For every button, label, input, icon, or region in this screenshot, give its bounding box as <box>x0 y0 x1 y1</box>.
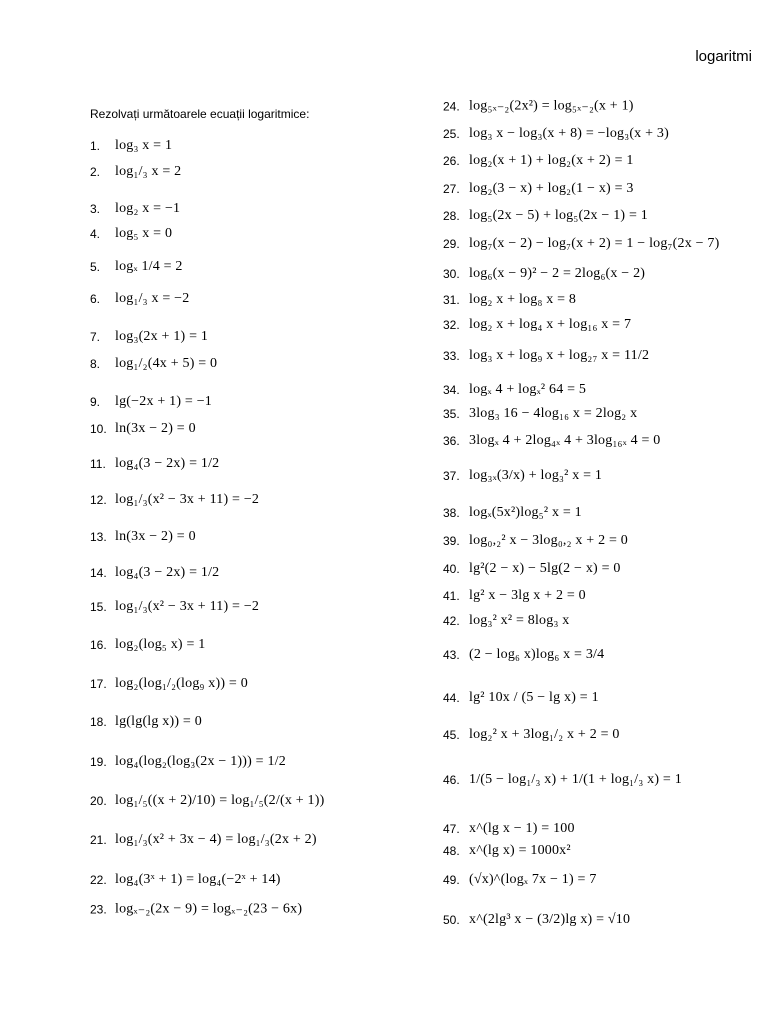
exercise-item <box>443 236 719 252</box>
exercise-number: 13. <box>90 530 107 544</box>
exercise-number: 12. <box>90 493 107 507</box>
exercise-number: 40. <box>443 562 460 576</box>
exercise-equation: log₆(x − 9)² − 2 = 2log₆(x − 2) <box>469 266 646 281</box>
exercise-number: 15. <box>90 600 107 614</box>
exercise-equation: log₄(3 − 2x) = 1/2 <box>115 456 220 471</box>
exercise-equation: ln(3x − 2) = 0 <box>115 421 196 436</box>
exercise-number: 3. <box>90 202 101 216</box>
exercise-number: 16. <box>90 638 107 652</box>
exercise-number: 33. <box>443 349 460 363</box>
exercise-number: 14. <box>90 566 107 580</box>
exercise-equation: logₓ(5x²)log₅² x = 1 <box>469 505 582 520</box>
instruction-text: Rezolvați următoarele ecuații logaritmice: <box>90 107 310 121</box>
exercise-equation: log₇(x − 2) − log₇(x + 2) = 1 − log₇(2x − 7) <box>469 236 720 251</box>
exercise-number: 23. <box>90 902 107 916</box>
exercise-number: 43. <box>443 648 460 662</box>
exercise-item <box>443 505 582 521</box>
exercise-number: 8. <box>90 357 101 371</box>
exercise-number: 35. <box>443 407 460 421</box>
page-title: logaritmi <box>695 48 752 65</box>
exercise-number: 2. <box>90 165 101 179</box>
exercise-number: 22. <box>90 873 107 887</box>
exercise-equation: log₀,₂² x − 3log₀,₂ x + 2 = 0 <box>469 533 628 548</box>
exercise-equation: lg² 10x / (5 − lg x) = 1 <box>469 690 599 705</box>
exercise-number: 4. <box>90 227 101 241</box>
exercise-equation: log₂² x + 3log₁/₂ x + 2 = 0 <box>469 727 620 742</box>
exercise-number: 21. <box>90 833 107 847</box>
exercise-number: 37. <box>443 469 460 483</box>
exercise-number: 19. <box>90 755 107 769</box>
exercise-equation: lg² x − 3lg x + 2 = 0 <box>469 588 586 603</box>
exercise-item <box>443 727 620 743</box>
exercise-number: 31. <box>443 293 460 307</box>
exercise-number: 32. <box>443 318 460 332</box>
exercise-number: 38. <box>443 506 460 520</box>
exercise-number: 34. <box>443 383 460 397</box>
exercise-equation: log₂ x = −1 <box>115 201 181 216</box>
exercise-number: 49. <box>443 873 460 887</box>
exercise-item <box>443 533 628 549</box>
exercise-equation: log₄(3 − 2x) = 1/2 <box>115 565 220 580</box>
exercise-item <box>443 912 630 928</box>
exercise-number: 41. <box>443 589 460 603</box>
exercise-item <box>443 126 669 142</box>
exercise-equation: log₅(2x − 5) + log₅(2x − 1) = 1 <box>469 208 648 223</box>
exercise-item <box>443 561 621 577</box>
exercise-equation: 3log₃ 16 − 4log₁₆ x = 2log₂ x <box>469 406 638 421</box>
exercise-item <box>443 266 645 282</box>
exercise-number: 27. <box>443 182 460 196</box>
exercise-item <box>443 613 569 629</box>
exercise-item <box>443 690 599 706</box>
exercise-number: 48. <box>443 844 460 858</box>
exercise-number: 30. <box>443 267 460 281</box>
exercise-item <box>443 872 597 888</box>
exercise-number: 47. <box>443 822 460 836</box>
exercise-item <box>443 468 602 484</box>
exercise-item <box>443 292 576 308</box>
exercise-equation: log₁/₂(4x + 5) = 0 <box>115 356 218 371</box>
exercise-equation: log₁/₃ x = 2 <box>115 164 182 179</box>
exercise-equation: log₅ₓ₋₂(2x²) = log₅ₓ₋₂(x + 1) <box>469 98 634 114</box>
exercise-equation: (√x)^(logₓ 7x − 1) = 7 <box>469 872 597 887</box>
exercise-item <box>443 98 634 115</box>
exercise-equation: log₃ x = 1 <box>115 138 173 153</box>
exercise-number: 11. <box>90 457 106 471</box>
exercise-equation: log₁/₃ x = −2 <box>115 291 190 306</box>
exercise-equation: log₄(3ˣ + 1) = log₄(−2ˣ + 14) <box>115 872 281 887</box>
exercise-number: 17. <box>90 677 107 691</box>
exercise-number: 50. <box>443 913 460 927</box>
exercise-equation: log₂(log₁/₂(log₉ x)) = 0 <box>115 676 248 691</box>
exercise-equation: log₂ x + log₈ x = 8 <box>469 292 577 307</box>
exercise-equation: ln(3x − 2) = 0 <box>115 529 196 544</box>
exercise-equation: lg(lg(lg x)) = 0 <box>115 714 202 729</box>
exercise-number: 7. <box>90 330 101 344</box>
exercise-number: 6. <box>90 292 101 306</box>
exercise-item <box>443 433 660 449</box>
exercise-item <box>443 588 586 604</box>
exercise-number: 29. <box>443 237 460 251</box>
exercise-number: 26. <box>443 154 460 168</box>
exercise-number: 42. <box>443 614 460 628</box>
exercise-equation: log₃ x + log₉ x + log₂₇ x = 11/2 <box>469 348 650 363</box>
exercise-number: 24. <box>443 99 460 113</box>
exercise-item <box>443 647 604 663</box>
exercise-equation: log₁/₃(x² + 3x − 4) = log₁/₃(2x + 2) <box>115 832 317 847</box>
exercise-item <box>443 843 571 859</box>
exercise-equation: 1/(5 − log₁/₃ x) + 1/(1 + log₁/₃ x) = 1 <box>469 772 682 787</box>
exercise-number: 44. <box>443 691 460 705</box>
exercise-equation: lg(−2x + 1) = −1 <box>115 394 212 409</box>
exercise-equation: log₃ₓ(3/x) + log₃² x = 1 <box>469 468 603 483</box>
exercise-item <box>443 821 575 837</box>
exercise-equation: log₁/₃(x² − 3x + 11) = −2 <box>115 492 260 507</box>
exercise-number: 28. <box>443 209 460 223</box>
exercise-item <box>443 406 637 422</box>
exercise-equation: x^(lg x) = 1000x² <box>469 843 571 858</box>
exercise-item <box>443 772 682 788</box>
exercise-equation: log₃² x² = 8log₃ x <box>469 613 570 628</box>
exercise-number: 25. <box>443 127 460 141</box>
exercise-number: 36. <box>443 434 460 448</box>
exercise-number: 45. <box>443 728 460 742</box>
exercise-item <box>443 382 586 398</box>
exercise-equation: log₂ x + log₄ x + log₁₆ x = 7 <box>469 317 632 332</box>
exercise-equation: x^(lg x − 1) = 100 <box>469 821 575 836</box>
exercise-equation: logₓ 1/4 = 2 <box>115 259 183 274</box>
exercise-item <box>443 317 631 333</box>
exercise-item <box>443 153 634 169</box>
exercise-equation: logₓ 4 + logₓ² 64 = 5 <box>469 382 587 397</box>
exercise-number: 10. <box>90 422 107 436</box>
exercise-item <box>443 208 648 224</box>
exercise-equation: log₁/₅((x + 2)/10) = log₁/₅(2/(x + 1)) <box>115 793 325 808</box>
exercise-equation: log₂(3 − x) + log₂(1 − x) = 3 <box>469 181 634 196</box>
exercise-equation: log₅ x = 0 <box>115 226 173 241</box>
exercise-equation: log₂(x + 1) + log₂(x + 2) = 1 <box>469 153 634 168</box>
exercise-equation: x^(2lg³ x − (3/2)lg x) = √10 <box>469 912 631 927</box>
exercise-equation: 3logₓ 4 + 2log₄ₓ 4 + 3log₁₆ₓ 4 = 0 <box>469 433 661 448</box>
exercise-number: 5. <box>90 260 101 274</box>
exercise-equation: log₃ x − log₃(x + 8) = −log₃(x + 3) <box>469 126 669 141</box>
exercise-equation: (2 − log₆ x)log₆ x = 3/4 <box>469 647 605 662</box>
exercise-item <box>443 348 649 364</box>
exercise-number: 46. <box>443 773 460 787</box>
exercise-equation: log₄(log₂(log₃(2x − 1))) = 1/2 <box>115 754 286 769</box>
exercise-number: 18. <box>90 715 107 729</box>
exercise-number: 9. <box>90 395 101 409</box>
exercise-number: 39. <box>443 534 460 548</box>
exercise-equation: lg²(2 − x) − 5lg(2 − x) = 0 <box>469 561 621 576</box>
exercise-number: 20. <box>90 794 107 808</box>
exercise-equation: log₂(log₅ x) = 1 <box>115 637 206 652</box>
exercise-number: 1. <box>90 139 101 153</box>
exercise-equation: log₃(2x + 1) = 1 <box>115 329 209 344</box>
exercise-item <box>443 181 634 197</box>
exercise-equation: log₁/₃(x² − 3x + 11) = −2 <box>115 599 260 614</box>
exercise-equation: logₓ₋₂(2x − 9) = logₓ₋₂(23 − 6x) <box>115 901 303 917</box>
